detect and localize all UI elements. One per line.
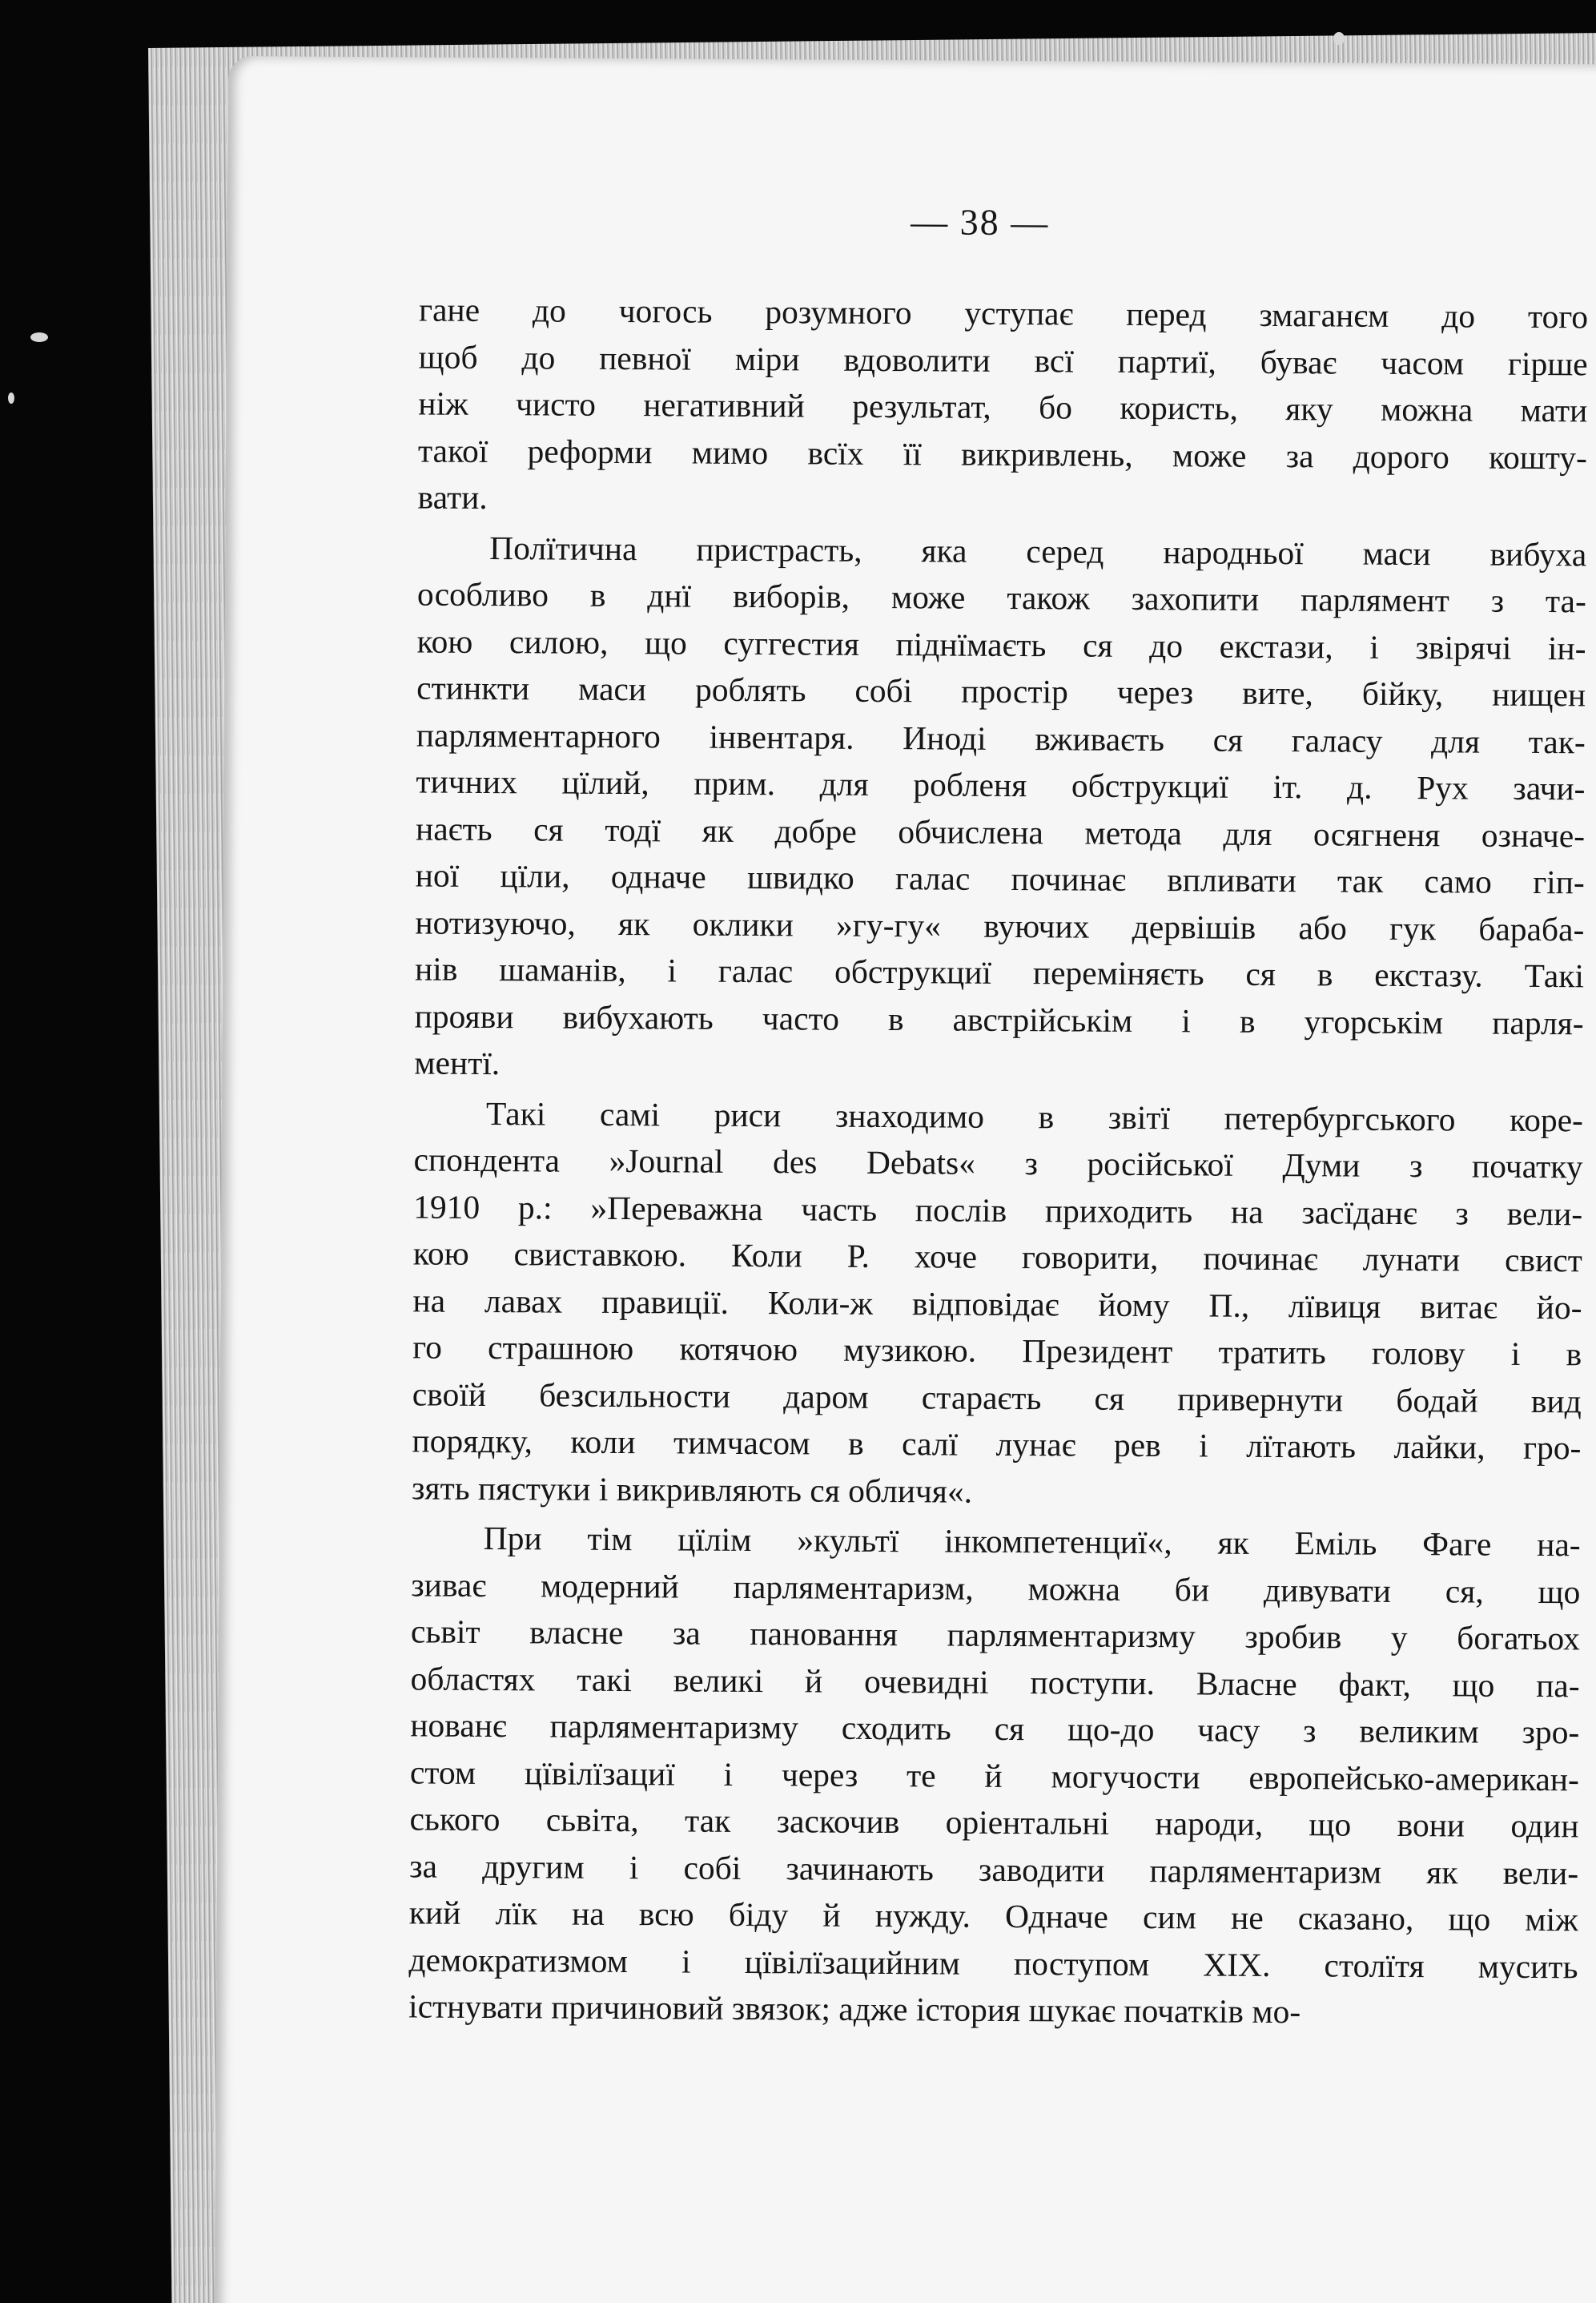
text-line: тичних цїлий, прим. для робленя обструкциї іт. д. Рух зачи- <box>416 763 1586 807</box>
text-line: 1910 р.: »Переважна часть послів приходить на засїданє з вели- <box>413 1187 1583 1232</box>
paragraph <box>414 524 1586 1093</box>
text-line: демократизмом і цївілїзацийним поступом XIX. столїтя мусить <box>408 1940 1578 1985</box>
text-line: кою силою, що суггестия піднїмаєть ся до екстази, і звірячі ін- <box>416 622 1586 666</box>
text-line: Такі самі риси знаходимо в звітї петербургського коре- <box>485 1094 1584 1138</box>
text-line: прояви вибухають часто в австрійськім і в угорськім парля- <box>414 996 1584 1041</box>
margin-speck <box>8 393 14 404</box>
page-number: — 38 — <box>911 201 1050 244</box>
text-line: нотизуючо, як оклики »гу-гу« вуючих дервішів або гук бараба- <box>415 903 1585 948</box>
text-line: істнувати причиновий звязок; адже істория шукає початків мо- <box>408 1987 1301 2031</box>
text-line: такої реформи мимо всїх її викривлень, може за дорого кошту- <box>417 431 1588 476</box>
text-line: особливо в днї виборів, може також захопити парлямент з та- <box>416 575 1587 620</box>
text-line: зять пястуки і викривляють ся обличя«. <box>411 1468 973 1510</box>
text-line: парляментарного інвентаря. Иноді вживаєть ся галасу для так- <box>416 715 1586 760</box>
paragraph <box>408 1514 1581 2036</box>
text-line: го страшною котячою музикою. Президент тратить голову і в <box>412 1328 1582 1373</box>
text-line: кою свиставкою. Коли Р. хоче говорити, починає лунати свист <box>412 1234 1582 1279</box>
text-line: спондента »Journal des Debats« з російської Думи з початку <box>413 1141 1583 1186</box>
text-line: стинкти маси роблять собі простір через вите, бійку, нищен <box>416 669 1586 714</box>
text-line: стом цївілїзациї і через те й могучости европейсько-американ- <box>409 1753 1580 1798</box>
text-line: ніж чисто негативний результат, бо користь, яку можна мати <box>418 385 1588 429</box>
paragraph <box>412 1089 1583 1518</box>
text-line: своїй безсильности даром стараєть ся привернути бодай вид <box>412 1375 1582 1419</box>
text-line: вати. <box>417 478 488 516</box>
text-line: сьвіт власне за пановання парляментаризму зробив у богатьох <box>410 1613 1581 1657</box>
text-line: нованє парляментаризму сходить ся що-до часу з великим зро- <box>410 1706 1580 1751</box>
paragraph <box>417 286 1588 527</box>
page-text-block <box>408 197 1589 2039</box>
margin-speck <box>30 332 48 342</box>
text-line: Полїтична пристрасть, яка серед народньої маси вибуха <box>489 529 1587 573</box>
text-line: ського сьвіта, так заскочив оріентальні народи, що вони один <box>409 1800 1579 1845</box>
text-line: ної цїли, одначе швидко галас починає впливати так само гіп- <box>415 856 1585 901</box>
text-line: нів шаманів, і галас обструкциї переміняєть ся в екстазу. Такі <box>414 950 1585 995</box>
text-line: за другим і собі зачинають заводити парляментаризм як вели- <box>409 1846 1579 1891</box>
book-page <box>215 56 1596 2303</box>
text-line: на лавах правиції. Коли-ж відповідає йому П., лївиця витає йо- <box>412 1281 1582 1326</box>
text-line: гане до чогось розумного уступає перед змаганєм до того <box>418 291 1589 336</box>
text-line: кий лїк на всю біду й нужду. Одначе сим не сказано, що між <box>408 1894 1578 1939</box>
text-line: щоб до певної міри вдоволити всї партиї, буває часом гірше <box>418 337 1588 382</box>
text-line: наєть ся тодї як добре обчислена метода для осягненя означе- <box>415 809 1586 854</box>
text-line: При тім цїлім »культї інкомпетенциї«, як Еміль Фаге на- <box>483 1519 1581 1564</box>
text-line: ментї. <box>414 1044 501 1082</box>
text-line: областях такі великі й очевидні поступи. Власне факт, що па- <box>410 1659 1580 1704</box>
text-line: зиває модерний парляментаризм, можна би дивувати ся, що <box>411 1565 1581 1610</box>
text-line: порядку, коли тимчасом в салї лунає рев і лїтають лайки, гро- <box>412 1422 1582 1467</box>
margin-speck <box>1333 32 1345 45</box>
body-text <box>408 286 1588 2036</box>
